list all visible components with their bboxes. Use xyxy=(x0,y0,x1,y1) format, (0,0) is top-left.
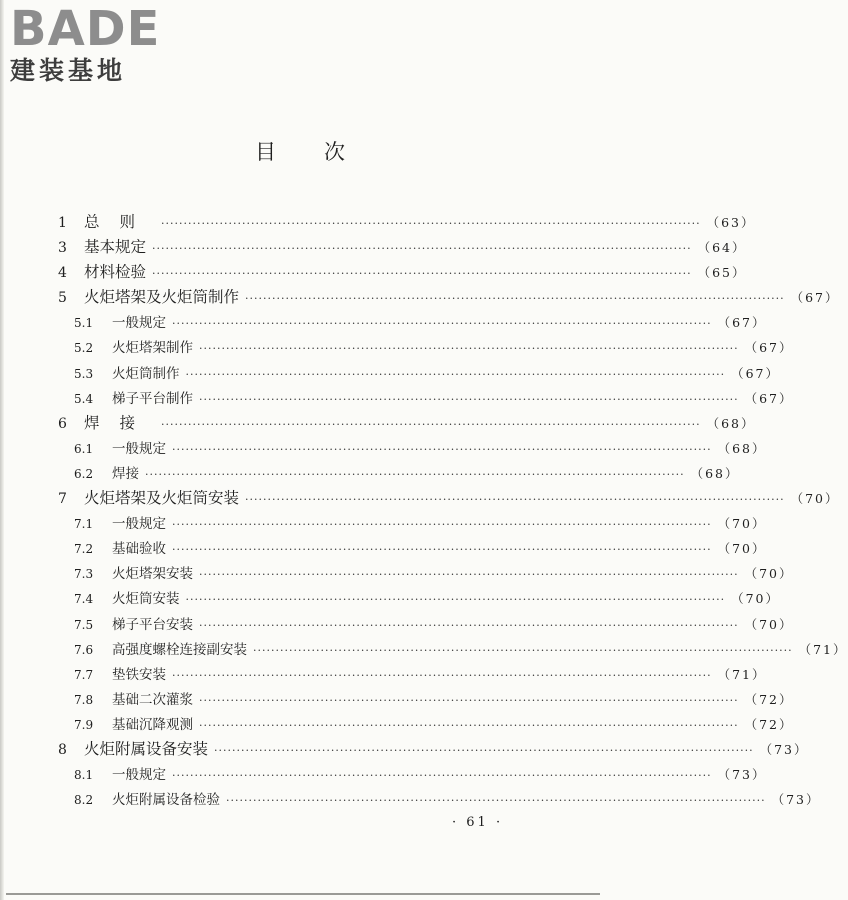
toc-section-entry xyxy=(58,361,780,386)
toc-dot-leader: ························································································································ xyxy=(172,518,712,532)
toc-entry-number: 7.3 xyxy=(74,567,94,582)
toc-entry-number: 8.1 xyxy=(74,768,94,783)
toc-dot-leader: ························································································································ xyxy=(172,769,712,783)
toc-entry-page: （68） xyxy=(717,440,767,456)
toc-entry-page: （67） xyxy=(731,365,780,381)
toc-dot-leader: ························································································································ xyxy=(172,668,712,682)
toc-chapter-entry xyxy=(58,737,809,762)
toc-section-entry xyxy=(58,612,794,637)
toc-entry-page: （70） xyxy=(744,616,794,632)
toc-entry-number: 7.8 xyxy=(74,692,94,707)
toc-dot-leader: ························································································································ xyxy=(199,718,739,732)
toc-dot-leader: ························································································································ xyxy=(145,467,685,481)
toc-entry-number: 7.5 xyxy=(74,617,94,632)
toc-section-entry xyxy=(58,335,794,360)
toc-entry-page: （73） xyxy=(771,792,821,808)
toc-entry-number: 7.1 xyxy=(74,517,94,532)
toc-entry-title: 火炬塔架及火炬筒制作 xyxy=(84,288,240,307)
toc-entry-number: 8 xyxy=(58,741,67,758)
toc-section-entry xyxy=(58,586,780,611)
toc-section-entry xyxy=(58,762,767,787)
toc-entry-number: 8.2 xyxy=(74,793,94,808)
toc-section-entry xyxy=(58,536,767,561)
toc-entry-title: 火炬塔架及火炬筒安装 xyxy=(84,489,240,508)
toc-entry-page: （73） xyxy=(717,767,767,783)
page-title: 目次 xyxy=(255,140,393,164)
toc-entry-title: 火炬附属设备检验 xyxy=(112,792,220,809)
toc-entry-title: 总则 xyxy=(84,213,156,231)
toc-entry-title: 基础二次灌浆 xyxy=(112,691,193,708)
toc-entry-page: （70） xyxy=(790,491,840,507)
toc-entry-page: （63） xyxy=(706,215,756,230)
toc-entry-page: （67） xyxy=(744,390,794,406)
toc-entry-page: （71） xyxy=(798,641,848,657)
toc-section-entry xyxy=(58,637,848,662)
toc-section-entry xyxy=(58,436,767,461)
toc-dot-leader: ························································································································ xyxy=(161,217,701,230)
toc-entry-title: 焊接 xyxy=(84,413,156,432)
toc-entry-title: 火炬附属设备安装 xyxy=(84,739,209,758)
toc-dot-leader: ························································································································ xyxy=(185,593,726,607)
scan-bottom-edge xyxy=(6,893,600,895)
toc-dot-leader: ························································································································ xyxy=(161,417,701,431)
toc-entry-number: 6.1 xyxy=(74,441,94,456)
toc-entry-page: （72） xyxy=(744,691,794,707)
toc-entry-number: 7.6 xyxy=(74,642,94,657)
toc-entry-title: 垫铁安装 xyxy=(112,666,166,683)
toc-entry-title: 火炬筒安装 xyxy=(112,591,180,608)
toc-entry-page: （67） xyxy=(717,315,767,331)
toc-dot-leader: ························································································································ xyxy=(172,442,712,456)
toc-entry-title: 一般规定 xyxy=(112,767,166,784)
toc-section-entry xyxy=(58,386,794,411)
toc-entry-page: （65） xyxy=(697,265,747,281)
toc-entry-page: （70） xyxy=(731,591,780,607)
toc-entry-title: 火炬筒制作 xyxy=(112,365,180,382)
toc-dot-leader: ························································································································ xyxy=(226,794,766,808)
toc-entry-number: 6 xyxy=(58,415,67,432)
toc-dot-leader: ························································································································ xyxy=(172,317,712,331)
table-of-contents xyxy=(58,210,848,812)
toc-entry-title: 一般规定 xyxy=(112,315,166,332)
toc-entry-title: 材料检验 xyxy=(84,263,147,282)
toc-chapter-entry xyxy=(58,235,747,260)
toc-entry-number: 3 xyxy=(58,240,67,257)
toc-entry-page: （67） xyxy=(744,340,794,356)
toc-chapter-entry xyxy=(58,210,756,235)
toc-entry-number: 1 xyxy=(58,215,67,231)
toc-entry-number: 4 xyxy=(58,265,67,282)
toc-entry-page: （70） xyxy=(744,566,794,582)
toc-entry-page: （67） xyxy=(790,290,840,306)
toc-section-entry xyxy=(58,662,767,687)
toc-dot-leader: ························································································································ xyxy=(199,392,739,406)
scan-edge-shadow xyxy=(0,0,4,900)
toc-dot-leader: ························································································································ xyxy=(253,643,793,657)
toc-chapter-entry xyxy=(58,260,747,285)
toc-entry-number: 5.1 xyxy=(74,316,94,331)
page-number: · 61 · xyxy=(452,815,504,830)
toc-chapter-entry xyxy=(58,486,840,511)
toc-section-entry xyxy=(58,561,794,586)
toc-entry-title: 火炬塔架制作 xyxy=(112,340,193,357)
toc-entry-title: 高强度螺栓连接副安装 xyxy=(112,641,247,658)
toc-section-entry xyxy=(58,787,821,812)
toc-entry-page: （73） xyxy=(759,741,809,757)
toc-section-entry xyxy=(58,712,794,737)
toc-entry-title: 焊接 xyxy=(112,465,139,482)
toc-entry-page: （64） xyxy=(697,240,747,256)
toc-entry-page: （70） xyxy=(717,541,767,557)
toc-entry-page: （72） xyxy=(744,716,794,732)
toc-dot-leader: ························································································································ xyxy=(152,267,692,281)
toc-entry-number: 5.4 xyxy=(74,391,94,406)
toc-entry-title: 一般规定 xyxy=(112,516,166,533)
toc-section-entry xyxy=(58,310,767,335)
toc-entry-title: 梯子平台制作 xyxy=(112,390,193,407)
toc-entry-number: 6.2 xyxy=(74,466,94,481)
logo-wordmark: BADE xyxy=(10,1,161,57)
toc-entry-title: 梯子平台安装 xyxy=(112,616,193,633)
toc-entry-title: 基础沉降观测 xyxy=(112,716,193,733)
toc-dot-leader: ························································································································ xyxy=(199,342,739,356)
toc-section-entry xyxy=(58,511,767,536)
toc-dot-leader: ························································································································ xyxy=(152,242,692,256)
toc-entry-number: 5 xyxy=(58,290,67,307)
toc-entry-number: 7.9 xyxy=(74,717,94,732)
toc-dot-leader: ························································································································ xyxy=(214,743,754,757)
toc-dot-leader: ························································································································ xyxy=(245,493,785,507)
toc-entry-page: （71） xyxy=(717,666,767,682)
toc-entry-title: 一般规定 xyxy=(112,440,166,457)
toc-entry-page: （68） xyxy=(706,415,756,431)
toc-dot-leader: ························································································································ xyxy=(199,618,739,632)
bade-logo xyxy=(10,1,180,88)
toc-dot-leader: ························································································································ xyxy=(185,367,726,381)
toc-chapter-entry xyxy=(58,285,840,310)
toc-entry-number: 5.2 xyxy=(74,341,94,356)
toc-dot-leader: ························································································································ xyxy=(199,568,739,582)
toc-entry-title: 基本规定 xyxy=(84,238,147,257)
toc-entry-number: 7.4 xyxy=(74,592,94,607)
toc-entry-page: （70） xyxy=(717,516,767,532)
toc-entry-number: 7 xyxy=(58,491,67,508)
logo-subtitle: 建装基地 xyxy=(10,56,127,85)
toc-entry-number: 5.3 xyxy=(74,366,94,381)
toc-entry-page: （68） xyxy=(690,465,740,481)
toc-entry-title: 火炬塔架安装 xyxy=(112,566,193,583)
toc-entry-title: 基础验收 xyxy=(112,541,166,558)
toc-dot-leader: ························································································································ xyxy=(172,543,712,557)
toc-chapter-entry xyxy=(58,411,756,436)
toc-entry-number: 7.7 xyxy=(74,667,94,682)
toc-entry-number: 7.2 xyxy=(74,542,94,557)
toc-section-entry xyxy=(58,687,794,712)
toc-dot-leader: ························································································································ xyxy=(245,292,785,306)
toc-dot-leader: ························································································································ xyxy=(199,693,739,707)
toc-section-entry xyxy=(58,461,740,486)
